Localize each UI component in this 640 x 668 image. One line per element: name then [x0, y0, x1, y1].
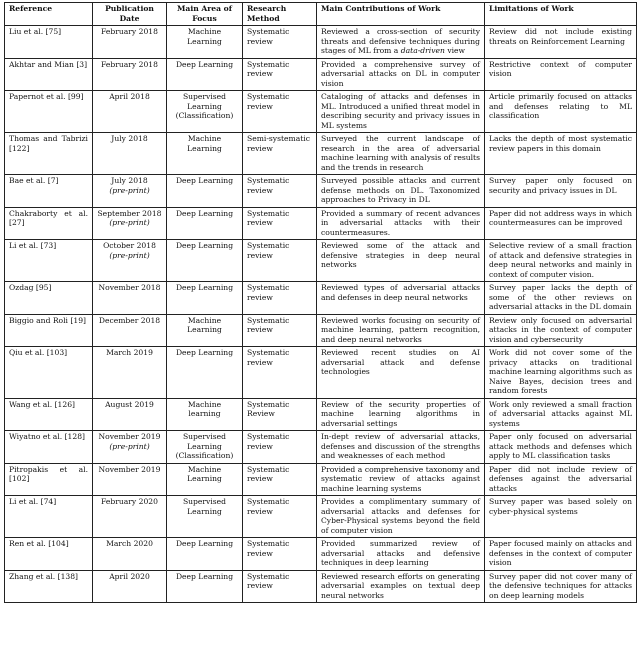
- publication-date-text: November 2018: [98, 283, 161, 292]
- publication-date-cell: [93, 133, 167, 175]
- contributions-text: Reviewed some of the attack and defensive strategies in deep neural networks: [321, 241, 480, 269]
- main-contributions-cell: [317, 431, 485, 464]
- research-method-cell: Systematic review: [243, 463, 317, 496]
- research-method-cell: Systematic review: [243, 347, 317, 399]
- contributions-italic-text: data-driven: [400, 46, 445, 55]
- limitations-cell: Survey paper did not cover many of the defensive techniques for attacks on deep learning models: [485, 570, 637, 603]
- research-method-cell: Systematic review: [243, 496, 317, 538]
- publication-date-text: February 2020: [101, 497, 158, 506]
- publication-date-text: August 2019: [105, 399, 154, 409]
- publication-date-cell: [93, 538, 167, 571]
- limitations-cell: Work did not cover some of the privacy attacks on traditional machine learning algorithms such as Naive Bayes, decision trees and random forests: [485, 347, 637, 399]
- main-area-of-focus-cell: Deep Learning: [167, 282, 243, 315]
- survey-comparison-table: [4, 2, 637, 603]
- main-area-of-focus-cell: Deep Learning: [167, 207, 243, 240]
- main-area-of-focus-cell: Supervised Learning (Classification): [167, 431, 243, 464]
- reference-cell: Chakraborty et al. [27]: [5, 207, 93, 240]
- publication-date-cell: [93, 314, 167, 347]
- publication-date-text: October 2018: [103, 241, 156, 250]
- pre-print-note: (pre-print): [109, 441, 150, 451]
- main-area-of-focus-cell: Machine Learning: [167, 463, 243, 496]
- main-area-of-focus-cell: Deep Learning: [167, 240, 243, 282]
- publication-date-cell: [93, 26, 167, 59]
- header-reference: Reference: [5, 3, 93, 26]
- limitations-cell: Paper did not address ways in which countermeasures can be improved: [485, 207, 637, 240]
- publication-date-cell: [93, 207, 167, 240]
- pre-print-note: (pre-print): [109, 250, 150, 260]
- main-contributions-cell: [317, 570, 485, 603]
- publication-date-text: March 2020: [106, 539, 153, 548]
- publication-date-cell: [93, 282, 167, 315]
- reference-cell: Papernot et al. [99]: [5, 91, 93, 133]
- main-contributions-cell: [317, 26, 485, 59]
- reference-cell: Bae et al. [7]: [5, 175, 93, 208]
- main-area-of-focus-cell: Deep Learning: [167, 570, 243, 603]
- publication-date-text: September 2018: [97, 208, 162, 218]
- limitations-cell: Paper did not include review of defenses against the adversarial attacks: [485, 463, 637, 496]
- table-row: [5, 314, 637, 347]
- publication-date-text: April 2018: [109, 92, 150, 101]
- main-contributions-cell: [317, 538, 485, 571]
- publication-date-cell: [93, 58, 167, 91]
- contributions-text: Provided a comprehensive taxonomy and systematic review of attacks against machine learning systems: [321, 464, 480, 493]
- limitations-cell: Paper focused mainly on attacks and defenses in the context of computer vision: [485, 538, 637, 571]
- publication-date-text: March 2019: [106, 348, 153, 357]
- limitations-cell: Review did not include existing threats on Reinforcement Learning: [485, 26, 637, 59]
- reference-cell: Wiyatno et al. [128]: [5, 431, 93, 464]
- table-row: [5, 570, 637, 603]
- contributions-text: Reviewed works focusing on security of machine learning, pattern recognition, and deep neural networks: [321, 315, 480, 344]
- contributions-text: In-dept review of adversarial attacks, defenses and discussion of the strengths and weaknesses of each method: [321, 432, 480, 460]
- reference-cell: Li et al. [73]: [5, 240, 93, 282]
- research-method-cell: Systematic Review: [243, 398, 317, 431]
- publication-date-text: April 2020: [109, 571, 150, 581]
- research-method-cell: Systematic review: [243, 175, 317, 208]
- contributions-tail-text: view: [447, 46, 466, 55]
- publication-date-cell: [93, 347, 167, 399]
- reference-cell: Liu et al. [75]: [5, 26, 93, 59]
- limitations-cell: Article primarily focused on attacks and defenses relating to ML classification: [485, 91, 637, 133]
- contributions-text: Provided summarized review of adversarial attacks and defensive techniques in deep learning: [321, 539, 480, 567]
- publication-date-cell: [93, 175, 167, 208]
- pre-print-note: (pre-print): [109, 185, 150, 195]
- main-area-of-focus-cell: Deep Learning: [167, 538, 243, 571]
- research-method-cell: Systematic review: [243, 58, 317, 91]
- table-header-row: [5, 3, 637, 26]
- main-area-of-focus-cell: Supervised Learning (Classification): [167, 91, 243, 133]
- research-method-cell: Systematic review: [243, 26, 317, 59]
- main-area-of-focus-cell: Machine learning: [167, 398, 243, 431]
- main-contributions-cell: [317, 398, 485, 431]
- publication-date-cell: [93, 240, 167, 282]
- contributions-text: Surveyed the current landscape of research in the area of adversarial machine learning with analysis of results and the trends in research: [321, 134, 480, 172]
- contributions-text: Cataloging of attacks and defenses in ML. Introduced a unified threat model in describing security and privacy issues in ML systems: [321, 92, 480, 130]
- publication-date-cell: [93, 496, 167, 538]
- main-contributions-cell: [317, 347, 485, 399]
- table-row: [5, 91, 637, 133]
- table-row: [5, 347, 637, 399]
- main-area-of-focus-cell: Deep Learning: [167, 58, 243, 91]
- main-area-of-focus-cell: Machine Learning: [167, 314, 243, 347]
- contributions-text: Provides a complimentary summary of adversarial attacks and defenses for Cyber-Physical systems beyond the field of computer vision: [321, 497, 480, 535]
- reference-cell: Wang et al. [126]: [5, 398, 93, 431]
- publication-date-cell: [93, 570, 167, 603]
- research-method-cell: Systematic review: [243, 570, 317, 603]
- main-contributions-cell: [317, 282, 485, 315]
- contributions-text: Surveyed possible attacks and current defense methods on DL. Taxonomized approaches to Privacy in DL: [321, 176, 480, 204]
- table-row: [5, 431, 637, 464]
- main-contributions-cell: [317, 314, 485, 347]
- limitations-cell: Survey paper lacks the depth of some of the other reviews on adversarial attacks in the DL domain: [485, 282, 637, 315]
- contributions-text: Review of the security properties of machine learning algorithms in adversarial settings: [321, 399, 480, 428]
- reference-cell: Zhang et al. [138]: [5, 570, 93, 603]
- research-method-cell: Systematic review: [243, 314, 317, 347]
- research-method-cell: Systematic review: [243, 538, 317, 571]
- publication-date-text: December 2018: [98, 315, 161, 325]
- reference-cell: Qiu et al. [103]: [5, 347, 93, 399]
- pre-print-note: (pre-print): [109, 218, 150, 227]
- table-row: [5, 26, 637, 59]
- main-contributions-cell: [317, 133, 485, 175]
- limitations-cell: Survey paper only focused on security and privacy issues in DL: [485, 175, 637, 208]
- main-area-of-focus-cell: Machine Learning: [167, 133, 243, 175]
- contributions-text: Reviewed types of adversarial attacks and defenses in deep neural networks: [321, 283, 480, 302]
- main-contributions-cell: [317, 463, 485, 496]
- survey-comparison-table-container: [4, 2, 636, 603]
- publication-date-text: November 2019: [98, 432, 161, 441]
- limitations-cell: Lacks the depth of most systematic review papers in this domain: [485, 133, 637, 175]
- main-area-of-focus-cell: Machine Learning: [167, 26, 243, 59]
- table-row: [5, 175, 637, 208]
- main-contributions-cell: [317, 240, 485, 282]
- table-row: [5, 282, 637, 315]
- reference-cell: Biggio and Roli [19]: [5, 314, 93, 347]
- publication-date-text: February 2018: [101, 59, 158, 69]
- contributions-text: Reviewed recent studies on AI adversarial attack and defense technologies: [321, 348, 480, 376]
- limitations-cell: Restrictive context of computer vision: [485, 58, 637, 91]
- main-contributions-cell: [317, 496, 485, 538]
- table-row: [5, 207, 637, 240]
- table-row: [5, 240, 637, 282]
- header-research-method: Research Method: [243, 3, 317, 26]
- main-contributions-cell: [317, 175, 485, 208]
- table-row: [5, 133, 637, 175]
- table-row: [5, 463, 637, 496]
- publication-date-text: November 2019: [98, 464, 161, 474]
- reference-cell: Ozdag [95]: [5, 282, 93, 315]
- limitations-cell: Paper only focused on adversarial attack methods and defenses which apply to ML classification tasks: [485, 431, 637, 464]
- publication-date-cell: [93, 91, 167, 133]
- reference-cell: Li et al. [74]: [5, 496, 93, 538]
- main-contributions-cell: [317, 207, 485, 240]
- publication-date-text: July 2018: [111, 176, 148, 185]
- header-publication-date: Publication Date: [93, 3, 167, 26]
- table-body: [5, 26, 637, 603]
- publication-date-cell: [93, 463, 167, 496]
- publication-date-cell: [93, 398, 167, 431]
- table-row: [5, 398, 637, 431]
- publication-date-cell: [93, 431, 167, 464]
- contributions-text: Provided a summary of recent advances in adversarial attacks with their countermeasures.: [321, 208, 480, 237]
- table-row: [5, 58, 637, 91]
- limitations-cell: Selective review of a small fraction of attack and defensive strategies in deep neural networks and mainly in context of computer vision.: [485, 240, 637, 282]
- main-contributions-cell: [317, 91, 485, 133]
- reference-cell: Pitropakis et al. [102]: [5, 463, 93, 496]
- publication-date-text: July 2018: [111, 134, 148, 143]
- research-method-cell: Systematic review: [243, 240, 317, 282]
- contributions-text: Provided a comprehensive survey of adversarial attacks on DL in computer vision: [321, 59, 480, 88]
- table-row: [5, 538, 637, 571]
- table-row: [5, 496, 637, 538]
- research-method-cell: Systematic review: [243, 431, 317, 464]
- limitations-cell: Survey paper was based solely on cyber-physical systems: [485, 496, 637, 538]
- research-method-cell: Systematic review: [243, 91, 317, 133]
- publication-date-text: February 2018: [101, 27, 158, 36]
- reference-cell: Ren et al. [104]: [5, 538, 93, 571]
- reference-cell: Akhtar and Mian [3]: [5, 58, 93, 91]
- main-area-of-focus-cell: Deep Learning: [167, 347, 243, 399]
- limitations-cell: Work only reviewed a small fraction of adversarial attacks against ML systems: [485, 398, 637, 431]
- main-contributions-cell: [317, 58, 485, 91]
- limitations-cell: Review only focused on adversarial attacks in the context of computer vision and cybersecurity: [485, 314, 637, 347]
- main-area-of-focus-cell: Deep Learning: [167, 175, 243, 208]
- research-method-cell: Semi-systematic review: [243, 133, 317, 175]
- research-method-cell: Systematic review: [243, 207, 317, 240]
- header-limitations: Limitations of Work: [485, 3, 637, 26]
- contributions-text: Reviewed a cross-section of security threats and defensive techniques during stages of ML from a: [321, 27, 480, 55]
- contributions-text: Reviewed research efforts on generating adversarial examples on textual deep neural networks: [321, 571, 480, 600]
- header-main-contributions: Main Contributions of Work: [317, 3, 485, 26]
- main-area-of-focus-cell: Supervised Learning: [167, 496, 243, 538]
- research-method-cell: Systematic review: [243, 282, 317, 315]
- header-main-area-of-focus: Main Area of Focus: [167, 3, 243, 26]
- reference-cell: Thomas and Tabrizi [122]: [5, 133, 93, 175]
